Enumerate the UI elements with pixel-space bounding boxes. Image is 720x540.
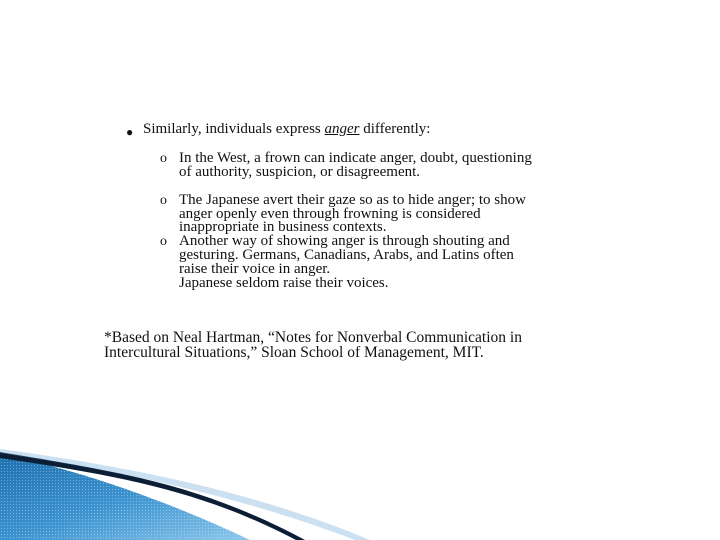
main-bullet-prefix: Similarly, individuals express xyxy=(143,121,325,137)
sub-bullet-1-line-2: of authority, suspicion, or disagreement. xyxy=(179,164,421,180)
footnote-line-1: *Based on Neal Hartman, “Notes for Nonverbal Communication in xyxy=(104,329,522,346)
main-bullet-text xyxy=(143,122,430,137)
sub-bullet-circle-icon: o xyxy=(160,234,167,249)
sub-bullet-3-line-3: raise their voice in anger. xyxy=(179,261,331,277)
sub-bullet-3-line-1: Another way of showing anger is through shouting and xyxy=(179,233,510,249)
sub-bullet-2-line-3: inappropriate in business contexts. xyxy=(179,219,387,235)
footnote-line-2: Intercultural Situations,” Sloan School of Management, MIT. xyxy=(104,344,484,361)
swoosh-dot-texture xyxy=(0,454,250,540)
main-bullet-dot-icon: ● xyxy=(126,125,134,139)
sub-bullet-circle-icon: o xyxy=(160,193,167,208)
sub-bullet-2-line-1: The Japanese avert their gaze so as to hide anger; to show xyxy=(179,192,526,208)
sub-bullet-1-line-1: In the West, a frown can indicate anger, doubt, questioning xyxy=(179,150,532,166)
decorative-swoosh xyxy=(0,440,720,540)
main-bullet-suffix: differently: xyxy=(359,121,431,137)
sub-bullet-2-line-2: anger openly even through frowning is considered xyxy=(179,206,481,222)
sub-bullet-3-line-2: gesturing. Germans, Canadians, Arabs, and Latins often xyxy=(179,247,514,263)
main-bullet-emphasis: anger xyxy=(324,121,360,137)
sub-bullet-3-line-4: Japanese seldom raise their voices. xyxy=(179,275,389,291)
sub-bullet-circle-icon: o xyxy=(160,151,167,166)
